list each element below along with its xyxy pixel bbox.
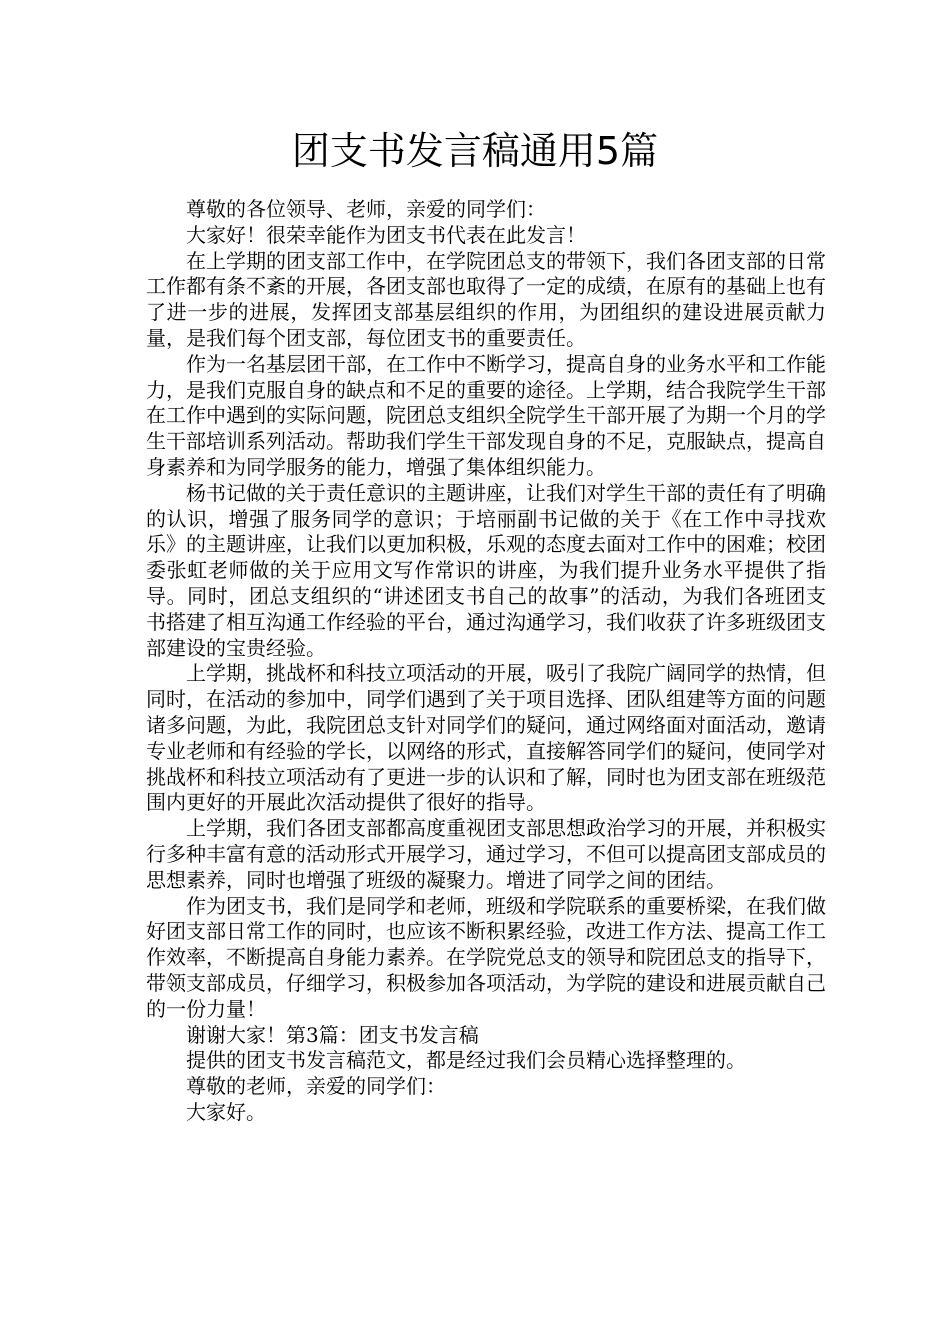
paragraph-hello: 大家好。 bbox=[186, 1099, 266, 1124]
document-body bbox=[146, 197, 826, 1126]
paragraph: 提供的团支书发言稿范文，都是经过我们会员精心选择整理的。 bbox=[186, 1048, 746, 1073]
paragraph-thanks: 谢谢大家！第3篇：团支书发言稿 bbox=[186, 1022, 479, 1047]
paragraph: 上学期，我们各团支部都高度重视团支部思想政治学习的开展，并积极实行多种丰富有意的活动形式开展学习，通过学习，不但可以提高团支部成员的思想素养，同时也增强了班级的凝聚力。增进了同学之间的团结。 bbox=[146, 816, 826, 892]
document-title: 团支书发言稿通用5篇 bbox=[291, 129, 659, 173]
paragraph-greeting: 尊敬的各位领导、老师，亲爱的同学们： bbox=[186, 197, 546, 221]
paragraph: 作为一名基层团干部，在工作中不断学习，提高自身的业务水平和工作能力，是我们克服自身的缺点和不足的重要的途径。上学期，结合我院学生干部在工作中遇到的实际问题，院团总支组织全院学生干部开展了为期一个月的学生干部培训系列活动。帮助我们学生干部发现自身的不足，克服缺点，提高自身素养和为同学服务的能力，增强了集体组织能力。 bbox=[146, 351, 826, 479]
paragraph: 杨书记做的关于责任意识的主题讲座，让我们对学生干部的责任有了明确的认识，增强了服务同学的意识；于培丽副书记做的关于《在工作中寻找欢乐》的主题讲座，让我们以更加积极，乐观的态度去面对工作中的困难；校团委张虹老师做的关于应用文写作常识的讲座，为我们提升业务水平提供了指导。同时，团总支组织的“讲述团支书自己的故事”的活动，为我们各班团支书搭建了相互沟通工作经验的平台，通过沟通学习，我们收获了许多班级团支部建设的宝贵经验。 bbox=[146, 480, 826, 660]
paragraph: 在上学期的团支部工作中，在学院团总支的带领下，我们各团支部的日常工作都有条不紊的开展，各团支部也取得了一定的成绩，在原有的基础上也有了进一步的进展，发挥团支部基层组织的作用，为团组织的建设进展贡献力量，是我们每个团支部，每位团支书的重要责任。 bbox=[146, 248, 826, 350]
paragraph: 上学期，挑战杯和科技立项活动的开展，吸引了我院广阔同学的热情，但同时，在活动的参加中，同学们遇到了关于项目选择、团队组建等方面的问题诸多问题，为此，我院团总支针对同学们的疑问，通过网络面对面活动，邀请专业老师和有经验的学长，以网络的形式，直接解答同学们的疑问，使同学对挑战杯和科技立项活动有了更进一步的认识和了解，同时也为团支部在班级范围内更好的开展此次活动提供了很好的指导。 bbox=[146, 661, 826, 815]
paragraph: 作为团支书，我们是同学和老师，班级和学院联系的重要桥梁，在我们做好团支部日常工作的同时，也应该不断积累经验，改进工作方法、提高工作工作效率，不断提高自身能力素养。在学院党总支的领导和院团总支的指导下，带领支部成员，仔细学习，积极参加各项活动，为学院的建设和进展贡献自己的一份力量！ bbox=[146, 893, 826, 1021]
paragraph-hello: 大家好！很荣幸能作为团支书代表在此发言！ bbox=[186, 222, 586, 247]
paragraph-greeting: 尊敬的老师，亲爱的同学们： bbox=[186, 1074, 446, 1099]
